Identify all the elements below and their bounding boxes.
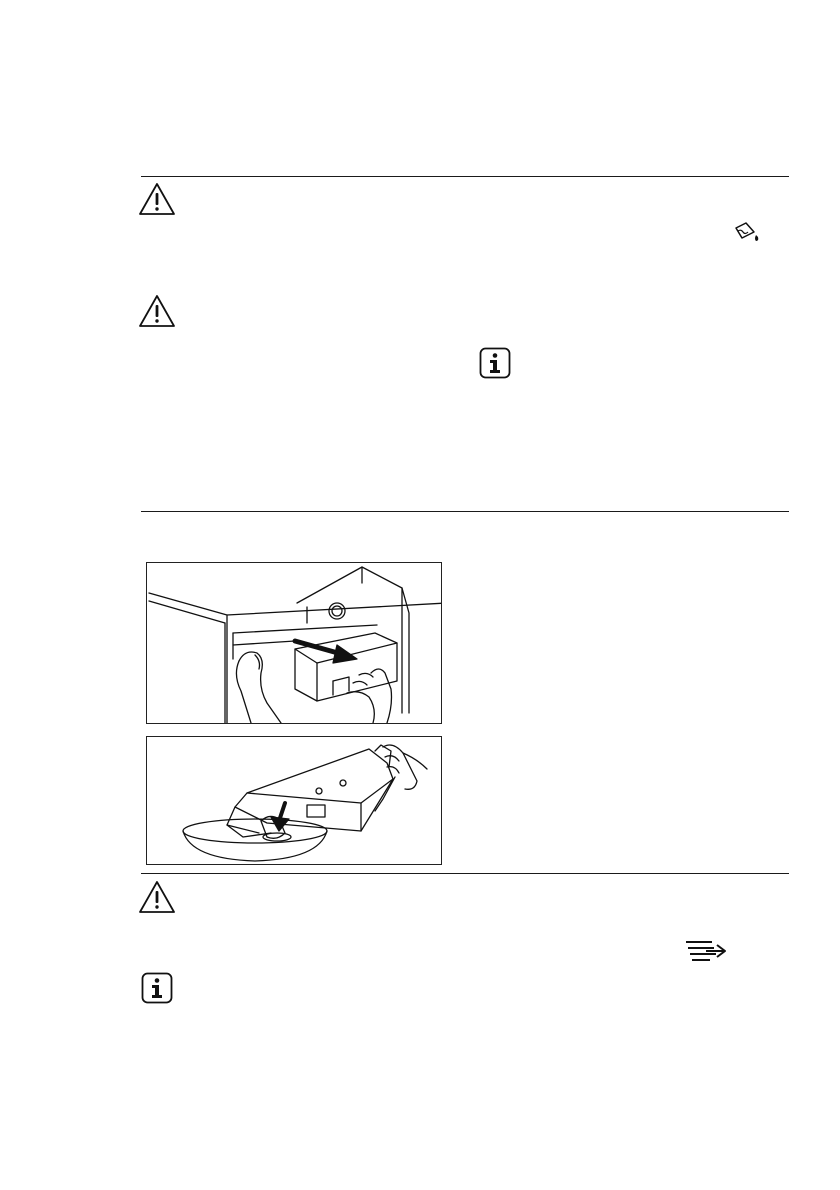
drawer-emptying-figure [146, 736, 442, 865]
warning-triangle-icon [138, 182, 176, 216]
drawer-removal-figure [146, 562, 442, 724]
section-rule-top [141, 176, 789, 177]
section-rule-bottom [141, 873, 789, 874]
info-icon [479, 347, 511, 379]
warning-triangle-icon [138, 294, 176, 328]
warning-triangle-icon [138, 880, 176, 914]
section-rule-middle [141, 511, 789, 512]
rinse-arrow-icon [685, 938, 727, 966]
info-icon [141, 972, 173, 1004]
detergent-pour-icon [732, 220, 762, 244]
